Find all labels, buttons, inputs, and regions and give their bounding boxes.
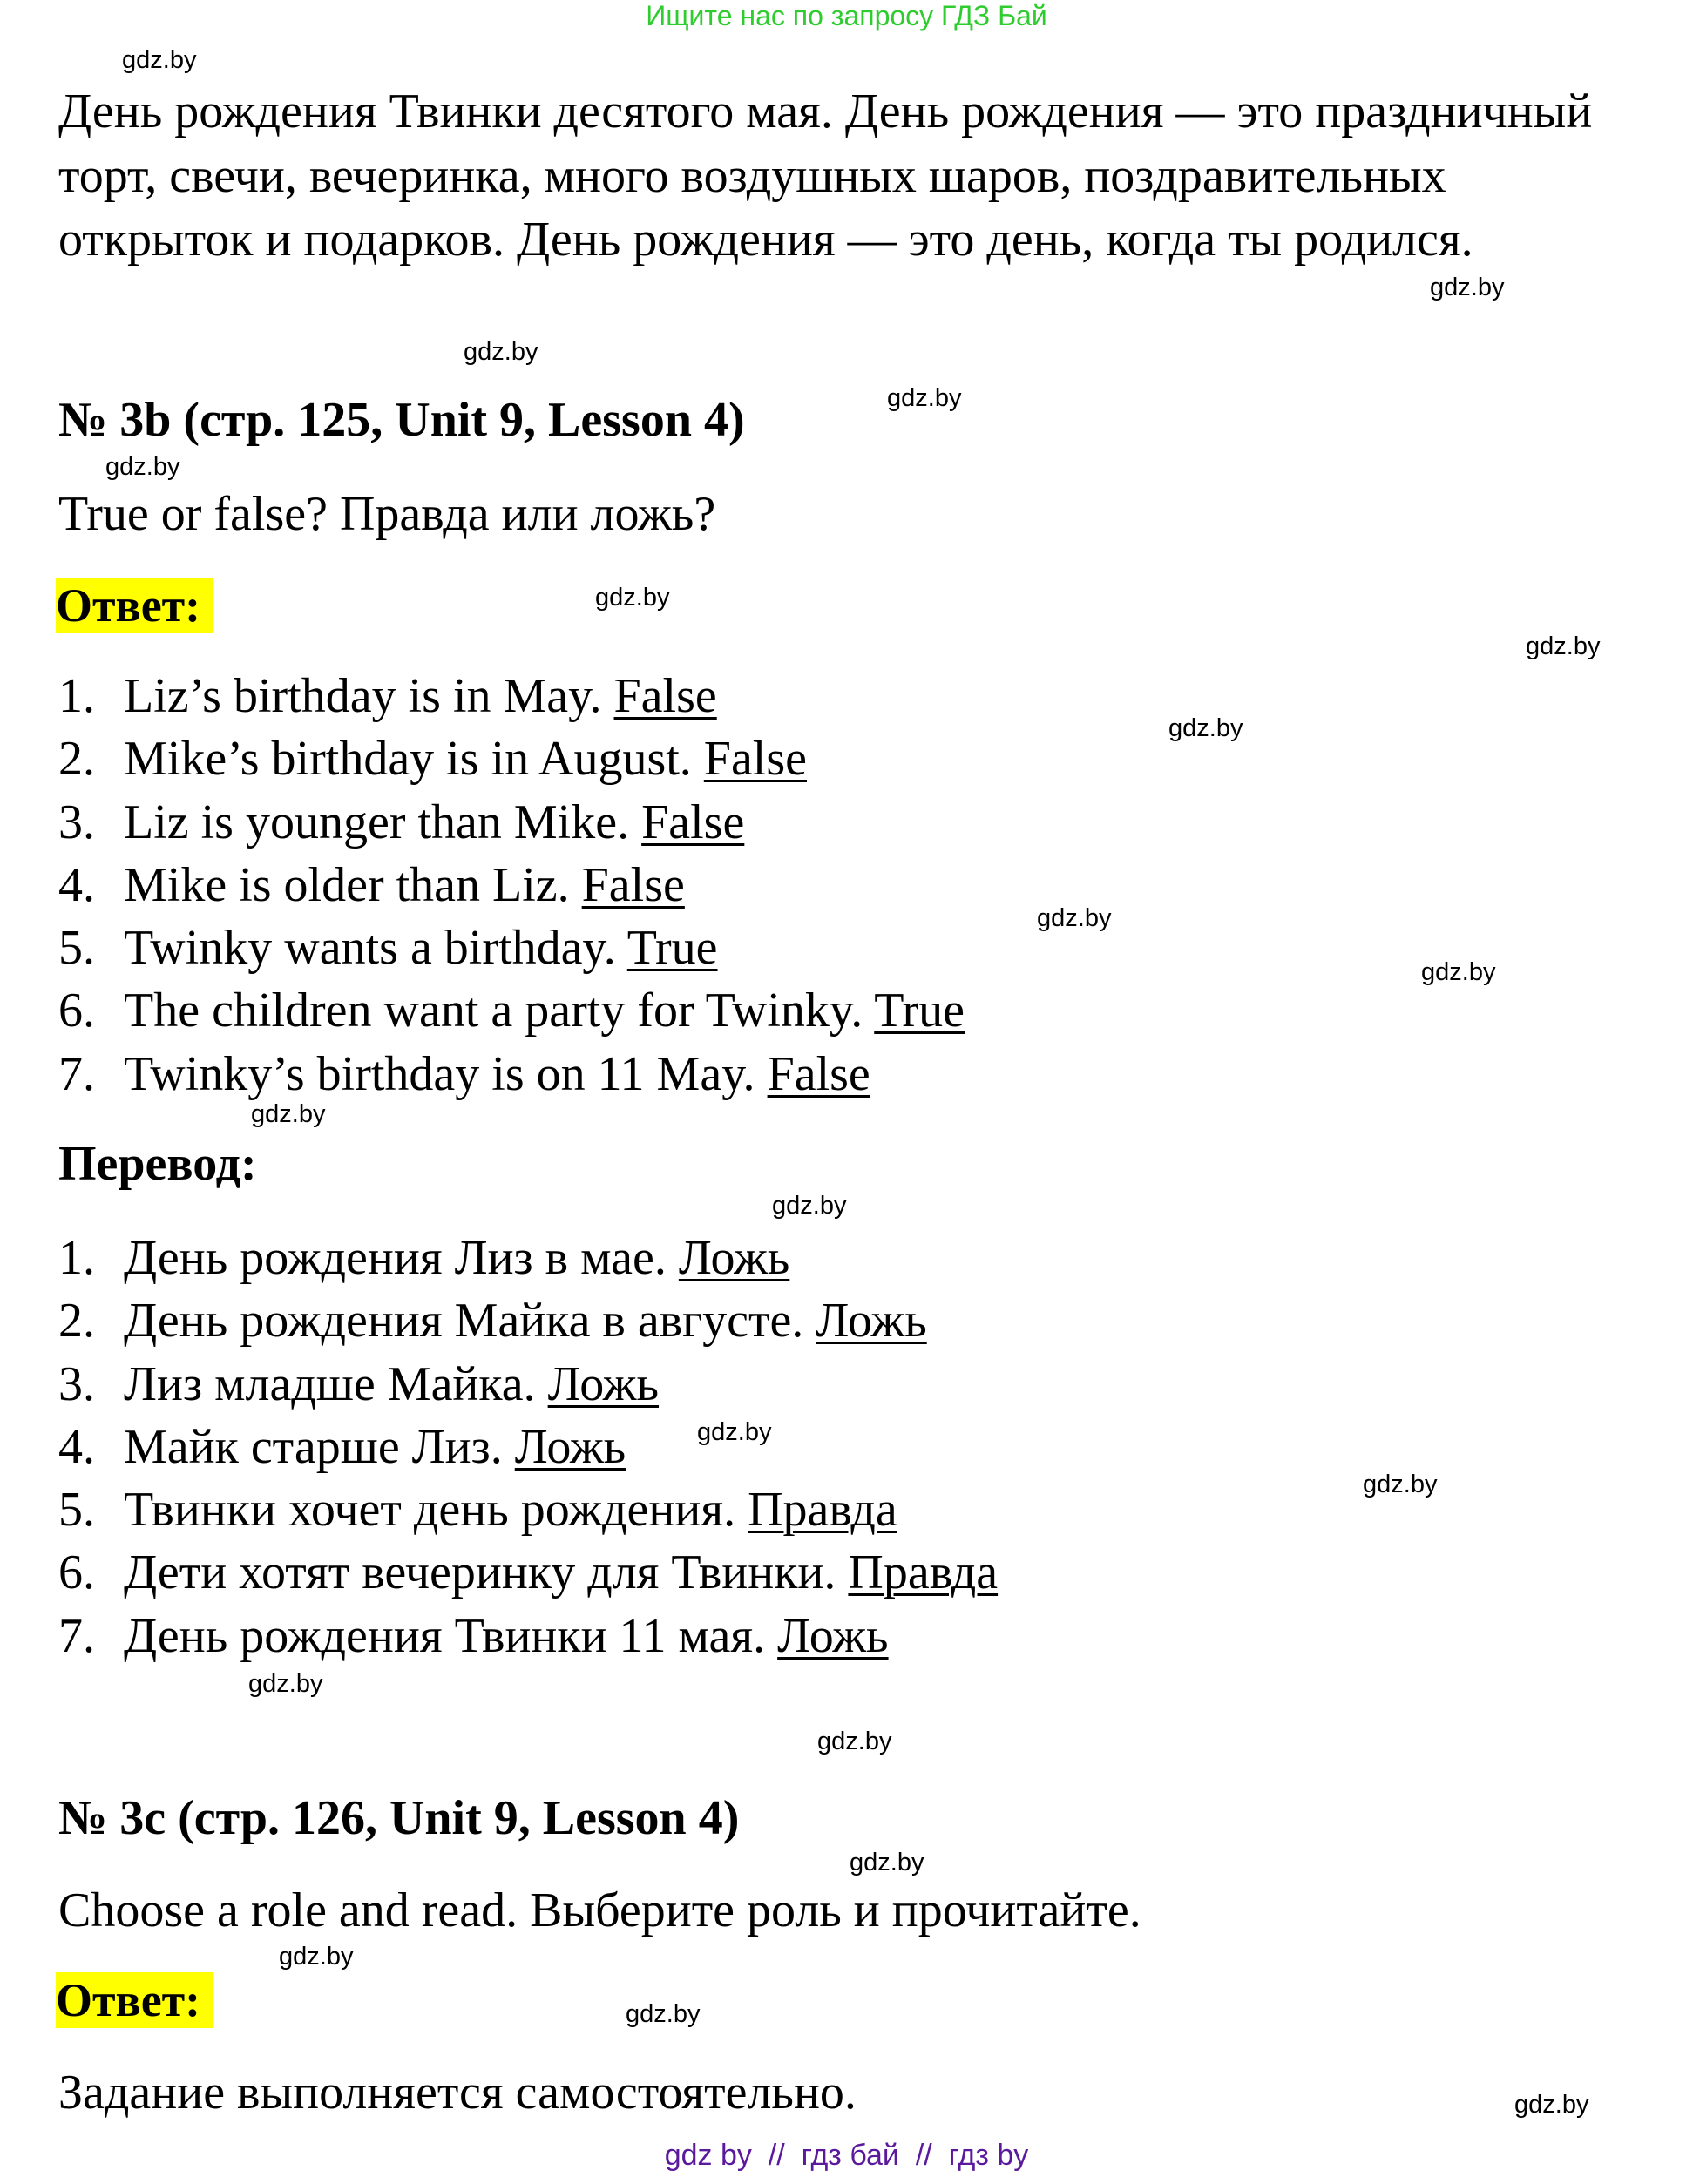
- item-answer: Ложь: [816, 1294, 927, 1349]
- watermark: gdz.by: [1514, 2091, 1589, 2119]
- true-false-list: [58, 665, 965, 1106]
- item-text: Twinky wants a birthday.: [124, 921, 627, 976]
- watermark: gdz.by: [1421, 958, 1496, 986]
- intro-line-2: торт, свечи, вечеринка, много воздушных шаров, поздравительных: [58, 149, 1446, 203]
- list-item: [58, 1605, 998, 1667]
- item-text: Twinky’s birthday is on 11 May.: [124, 1046, 768, 1101]
- intro-line-3: открыток и подарков. День рождения — это день, когда ты родился.: [58, 213, 1473, 267]
- list-item: [58, 1416, 998, 1478]
- watermark: gdz.by: [248, 1670, 323, 1698]
- list-item: [58, 1541, 998, 1604]
- watermark: gdz.by: [887, 384, 962, 412]
- translation-label: Перевод:: [58, 1137, 257, 1191]
- list-item: [58, 979, 965, 1042]
- item-number: 5.: [58, 1483, 95, 1538]
- item-number: 6.: [58, 1545, 95, 1600]
- item-text: Liz is younger than Mike.: [124, 794, 642, 849]
- item-text: Лиз младше Майка.: [124, 1356, 548, 1411]
- task-3c-answer: Задание выполняется самостоятельно.: [58, 2066, 857, 2120]
- watermark: gdz.by: [1526, 632, 1601, 660]
- search-banner: Ищите нас по запросу ГДЗ Бай: [646, 0, 1047, 31]
- item-text: Дети хотят вечеринку для Твинки.: [124, 1545, 849, 1600]
- item-answer: Правда: [748, 1483, 897, 1538]
- task-3c-instruction: Choose a role and read. Выберите роль и прочитайте.: [58, 1883, 1141, 1937]
- item-number: 3.: [58, 794, 95, 849]
- item-text: Mike is older than Liz.: [124, 857, 582, 912]
- item-number: 2.: [58, 1294, 95, 1349]
- item-number: 2.: [58, 732, 95, 787]
- item-text: The children want a party for Twinky.: [124, 984, 875, 1038]
- list-item: [58, 916, 965, 979]
- item-number: 1.: [58, 1231, 95, 1285]
- item-number: 5.: [58, 921, 95, 976]
- watermark: gdz.by: [464, 338, 538, 366]
- watermark: gdz.by: [105, 453, 180, 481]
- watermark: gdz.by: [279, 1943, 354, 1971]
- list-item: [58, 1043, 965, 1106]
- answer-label-3c: Ответ:: [56, 1972, 213, 2028]
- watermark: gdz.by: [1363, 1471, 1438, 1498]
- watermark: gdz.by: [1168, 714, 1243, 742]
- list-item: [58, 665, 965, 727]
- item-text: День рождения Твинки 11 мая.: [124, 1608, 778, 1663]
- item-number: 1.: [58, 669, 95, 723]
- item-number: 4.: [58, 1419, 95, 1474]
- item-answer: True: [626, 921, 718, 976]
- item-answer: False: [767, 1046, 870, 1101]
- item-answer: True: [874, 984, 965, 1038]
- item-answer: False: [703, 732, 808, 787]
- item-answer: Ложь: [514, 1419, 626, 1474]
- item-text: Mike’s birthday is in August.: [124, 732, 704, 787]
- translation-list: [58, 1227, 998, 1667]
- item-number: 7.: [58, 1608, 95, 1663]
- task-3b-heading: № 3b (стр. 125, Unit 9, Lesson 4): [58, 393, 745, 447]
- item-answer: Ложь: [777, 1608, 889, 1663]
- watermark: gdz.by: [850, 1849, 924, 1876]
- watermark: gdz.by: [817, 1728, 892, 1755]
- item-answer: False: [613, 669, 717, 723]
- task-3c-heading: № 3c (стр. 126, Unit 9, Lesson 4): [58, 1791, 740, 1845]
- watermark: gdz.by: [697, 1418, 772, 1446]
- item-number: 6.: [58, 984, 95, 1038]
- list-item: [58, 791, 965, 854]
- watermark: gdz.by: [122, 46, 197, 74]
- item-number: 3.: [58, 1356, 95, 1411]
- list-item: [58, 854, 965, 916]
- intro-line-1: День рождения Твинки десятого мая. День рождения — это праздничный: [58, 85, 1593, 139]
- list-item: [58, 1353, 998, 1416]
- item-answer: False: [641, 794, 745, 849]
- item-text: День рождения Лиз в мае.: [124, 1231, 679, 1285]
- task-3b-instruction: True or false? Правда или ложь?: [58, 487, 716, 541]
- item-text: День рождения Майка в августе.: [124, 1294, 816, 1349]
- item-number: 4.: [58, 857, 95, 912]
- item-number: 7.: [58, 1046, 95, 1101]
- watermark: gdz.by: [1037, 904, 1112, 932]
- watermark: gdz.by: [251, 1100, 326, 1128]
- watermark: gdz.by: [772, 1192, 847, 1220]
- item-answer: Ложь: [547, 1356, 660, 1411]
- item-answer: Правда: [848, 1545, 999, 1600]
- item-text: Liz’s birthday is in May.: [124, 669, 614, 723]
- list-item: [58, 727, 965, 790]
- footer-links: gdz by // гдз бай // гдз by: [664, 2139, 1029, 2172]
- list-item: [58, 1478, 998, 1541]
- watermark: gdz.by: [626, 2000, 701, 2028]
- watermark: gdz.by: [1430, 274, 1505, 301]
- answer-label-3b: Ответ:: [56, 578, 213, 633]
- watermark: gdz.by: [595, 584, 670, 612]
- list-item: [58, 1289, 998, 1352]
- list-item: [58, 1227, 998, 1289]
- item-text: Майк старше Лиз.: [124, 1419, 515, 1474]
- item-answer: Ложь: [678, 1231, 790, 1285]
- item-text: Твинки хочет день рождения.: [124, 1483, 748, 1538]
- item-answer: False: [581, 857, 685, 912]
